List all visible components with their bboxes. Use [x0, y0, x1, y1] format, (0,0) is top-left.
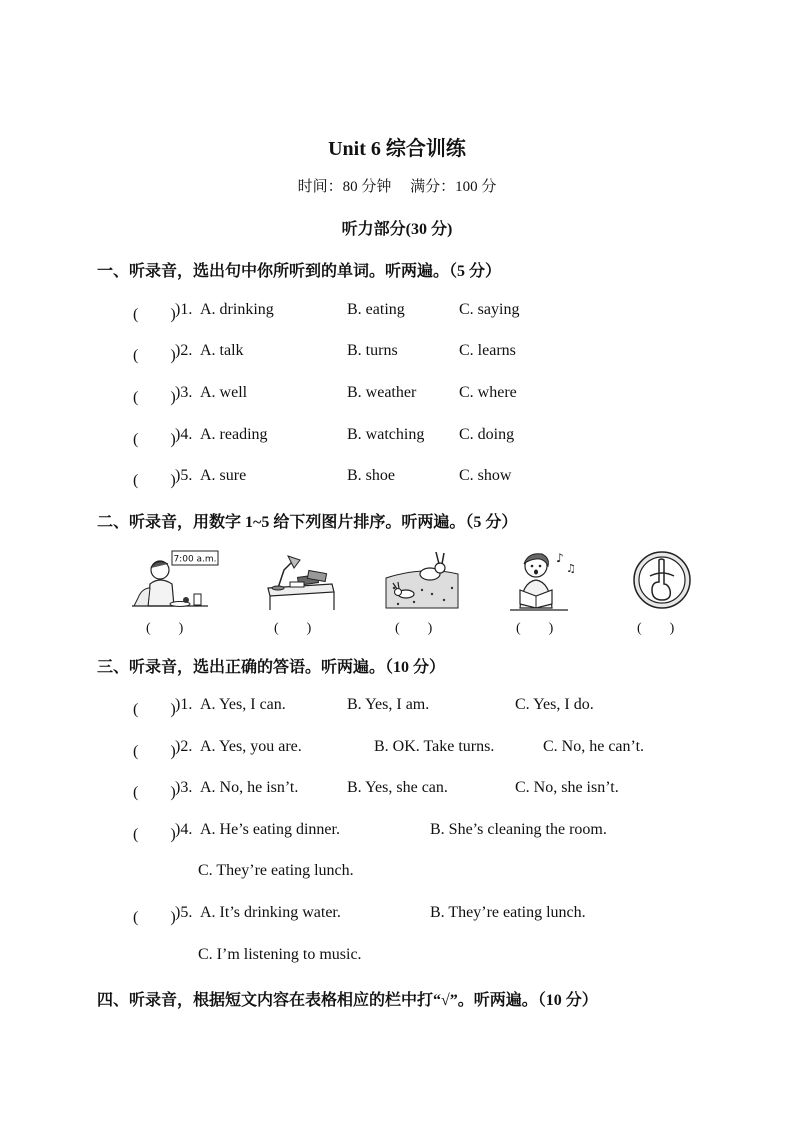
- option-b: B. turns: [347, 342, 398, 359]
- option-c: C. No, she isn’t.: [515, 779, 619, 796]
- answer-blank[interactable]: ( ): [133, 784, 176, 801]
- question-number: )5.: [175, 904, 193, 921]
- option-a: A. sure: [200, 467, 247, 484]
- rabbits-on-grass-picture: [384, 548, 460, 614]
- picture-3-answer-blank[interactable]: ( ): [395, 621, 433, 636]
- section-2-heading: 二、听录音，用数字 1~5 给下列图片排序。听两遍。（5 分）: [97, 514, 518, 531]
- picture-4-answer-blank[interactable]: ( ): [516, 621, 554, 636]
- option-c: C. where: [459, 384, 517, 401]
- option-c: C. doing: [459, 426, 515, 443]
- quiet-sign-picture: [628, 548, 704, 614]
- girl-singing-picture: [506, 548, 582, 614]
- answer-blank[interactable]: ( ): [133, 743, 176, 760]
- desk-with-lamp-picture: [262, 548, 338, 614]
- svg-text:♪: ♪: [556, 551, 564, 565]
- option-c: C. Yes, I do.: [515, 696, 594, 713]
- section-1-heading: 一、听录音，选出句中你所听到的单词。听两遍。（5 分）: [97, 263, 502, 280]
- option-c: C. saying: [459, 301, 520, 318]
- option-a: A. He’s eating dinner.: [200, 821, 340, 838]
- option-a: A. It’s drinking water.: [200, 904, 341, 921]
- option-b: B. Yes, I am.: [347, 696, 430, 713]
- question-number: )5.: [175, 467, 193, 484]
- section-3-heading: 三、听录音，选出正确的答语。听两遍。（10 分）: [97, 659, 446, 676]
- question-number: )1.: [175, 696, 193, 713]
- option-b: B. She’s cleaning the room.: [430, 821, 607, 838]
- option-a: A. Yes, I can.: [200, 696, 286, 713]
- answer-blank[interactable]: ( ): [133, 431, 176, 448]
- question-number: )2.: [175, 738, 193, 755]
- page-title: Unit 6 综合训练: [328, 138, 466, 160]
- option-a: A. reading: [200, 426, 268, 443]
- option-b: B. shoe: [347, 467, 395, 484]
- picture-1-answer-blank[interactable]: ( ): [146, 621, 184, 636]
- option-c: C. learns: [459, 342, 516, 359]
- option-c: C. They’re eating lunch.: [198, 862, 354, 879]
- picture-5-answer-blank[interactable]: ( ): [637, 621, 675, 636]
- picture-2-answer-blank[interactable]: ( ): [274, 621, 312, 636]
- option-a: A. well: [200, 384, 248, 401]
- option-b: B. weather: [347, 384, 417, 401]
- question-number: )4.: [175, 821, 193, 838]
- svg-text:♫: ♫: [566, 562, 576, 575]
- exam-meta: 时间：80 分钟 满分：100 分: [297, 179, 497, 195]
- part-title: 听力部分(30 分): [341, 221, 453, 238]
- question-number: )2.: [175, 342, 193, 359]
- question-number: )3.: [175, 779, 193, 796]
- answer-blank[interactable]: ( ): [133, 701, 176, 718]
- clock-label: 7:00 a.m.: [173, 554, 217, 565]
- option-b: B. Yes, she can.: [347, 779, 448, 796]
- option-c: C. I’m listening to music.: [198, 946, 362, 963]
- answer-blank[interactable]: ( ): [133, 347, 176, 364]
- answer-blank[interactable]: ( ): [133, 306, 176, 323]
- option-c: C. show: [459, 467, 512, 484]
- answer-blank[interactable]: ( ): [133, 389, 176, 406]
- question-number: )3.: [175, 384, 193, 401]
- option-b: B. They’re eating lunch.: [430, 904, 586, 921]
- option-b: B. eating: [347, 301, 405, 318]
- boy-eating-breakfast-picture: [128, 548, 220, 614]
- question-number: )1.: [175, 301, 193, 318]
- option-b: B. OK. Take turns.: [374, 738, 495, 755]
- option-a: A. talk: [200, 342, 244, 359]
- option-a: A. Yes, you are.: [200, 738, 302, 755]
- option-a: A. drinking: [200, 301, 274, 318]
- option-c: C. No, he can’t.: [543, 738, 645, 755]
- option-a: A. No, he isn’t.: [200, 779, 299, 796]
- section-4-heading: 四、听录音，根据短文内容在表格相应的栏中打“√”。听两遍。（10 分）: [97, 992, 598, 1009]
- answer-blank[interactable]: ( ): [133, 472, 176, 489]
- option-b: B. watching: [347, 426, 425, 443]
- answer-blank[interactable]: ( ): [133, 826, 176, 843]
- answer-blank[interactable]: ( ): [133, 909, 176, 926]
- question-number: )4.: [175, 426, 193, 443]
